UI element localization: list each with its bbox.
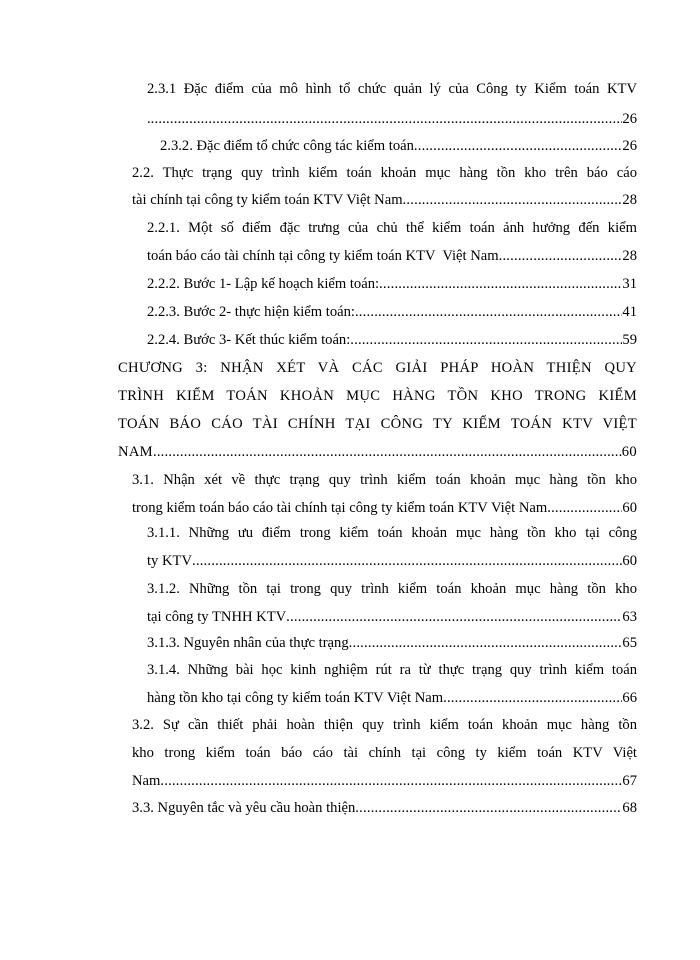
toc-page-number: 26 [622,138,637,154]
chapter-title: TOÁN BÁO CÁO TÀI CHÍNH TẠI CÔNG TY KIỂM TOÁN KTV VIỆT [118,416,637,432]
toc-page-number: 63 [622,609,637,625]
dot-leader [286,604,622,630]
dot-leader [153,439,622,465]
dot-leader [160,768,622,794]
dot-leader [414,133,623,159]
toc-entry-title-cont: trong kiểm toán báo cáo tài chính tại công ty kiểm toán KTV Việt Nam [132,500,548,516]
toc-page-number: 60 [622,500,637,516]
toc-entry-title-cont: toán báo cáo tài chính tại công ty kiểm toán KTV Việt Nam [147,248,499,264]
toc-page-number: 60 [621,444,637,460]
toc-entry-title: 3.1.1. Những ưu điểm trong kiểm toán khoản mục hàng tồn kho tại công [147,525,637,541]
toc-entry-title: 3.1.4. Những bài học kinh nghiệm rút ra từ thực trạng quy trình kiểm toán [147,662,637,678]
toc-entry-title: 3.1. Nhận xét về thực trạng quy trình kiểm toán khoản mục hàng tồn kho [132,472,637,488]
toc-page-number: 28 [622,248,637,264]
dot-leader [350,327,622,353]
dot-leader [499,243,623,269]
toc-page-number: 41 [622,304,637,320]
dot-leader [403,187,623,213]
toc-page-number: 65 [622,635,637,651]
toc-page-number: 60 [622,553,637,569]
toc-entry-title: 2.2.4. Bước 3- Kết thúc kiểm toán: [147,332,351,348]
toc-entry-title: 3.2. Sự cần thiết phải hoàn thiện quy trình kiểm toán khoản mục hàng tồn [132,717,637,733]
dot-leader [379,271,622,297]
toc-page-number: 26 [622,111,637,127]
toc-page-number: 59 [622,332,637,348]
toc-entry-title: 2.2.3. Bước 2- thực hiện kiểm toán: [147,304,355,320]
toc-entry-title-cont: kho trong kiểm toán báo cáo tài chính tại công ty kiểm toán KTV Việt [132,745,637,761]
toc-entry-title: 2.2.2. Bước 1- Lập kế hoạch kiểm toán: [147,276,380,292]
toc-entry-title: 3.1.2. Những tồn tại trong quy trình kiểm toán khoản mục hàng tồn kho [147,581,637,597]
toc-entry-title: 2.2.1. Một số điểm đặc trưng của chủ thể kiểm toán ảnh hưởng đến kiểm [147,220,637,236]
toc-page-number: 68 [622,800,637,816]
toc-entry-title-cont: tại công ty TNHH KTV [147,609,287,625]
toc-entry-title: 2.2. Thực trạng quy trình kiểm toán khoản mục hàng tồn kho trên báo cáo [132,165,637,181]
dot-leader [355,795,622,821]
dot-leader [192,548,622,574]
toc-entry-title-cont: Nam [132,773,161,789]
toc-page-number: 28 [622,192,637,208]
dot-leader [151,106,623,132]
toc-page-number: 31 [622,276,637,292]
dot-leader [349,630,623,656]
chapter-title-cont: NAM [118,444,153,460]
toc-entry-title: 2.3.1 Đặc điểm của mô hình tổ chức quản lý của Công ty Kiểm toán KTV [147,81,637,97]
toc-entry-title-cont: . [147,111,151,127]
toc-entry-title: 2.3.2. Đặc điểm tổ chức công tác kiểm toán [160,138,414,154]
toc-page-number: 66 [622,690,637,706]
toc-entry-title-cont: tài chính tại công ty kiểm toán KTV Việt Nam [132,192,403,208]
chapter-title: CHƯƠNG 3: NHẬN XÉT VÀ CÁC GIẢI PHÁP HOÀN THIỆN QUY [118,360,637,376]
dot-leader [443,685,622,711]
chapter-title: TRÌNH KIỂM TOÁN KHOẢN MỤC HÀNG TỒN KHO TRONG KIỂM [118,388,637,404]
toc-entry-title: 3.1.3. Nguyên nhân của thực trạng [147,635,349,651]
toc-entry-title-cont: ty KTV [147,553,192,569]
toc-entry-title: 3.3. Nguyên tắc và yêu cầu hoàn thiện [132,800,356,816]
dot-leader [355,299,622,325]
toc-page-number: 67 [622,773,637,789]
dot-leader [547,495,622,521]
toc-entry-title-cont: hàng tồn kho tại công ty kiểm toán KTV Việt Nam [147,690,444,706]
